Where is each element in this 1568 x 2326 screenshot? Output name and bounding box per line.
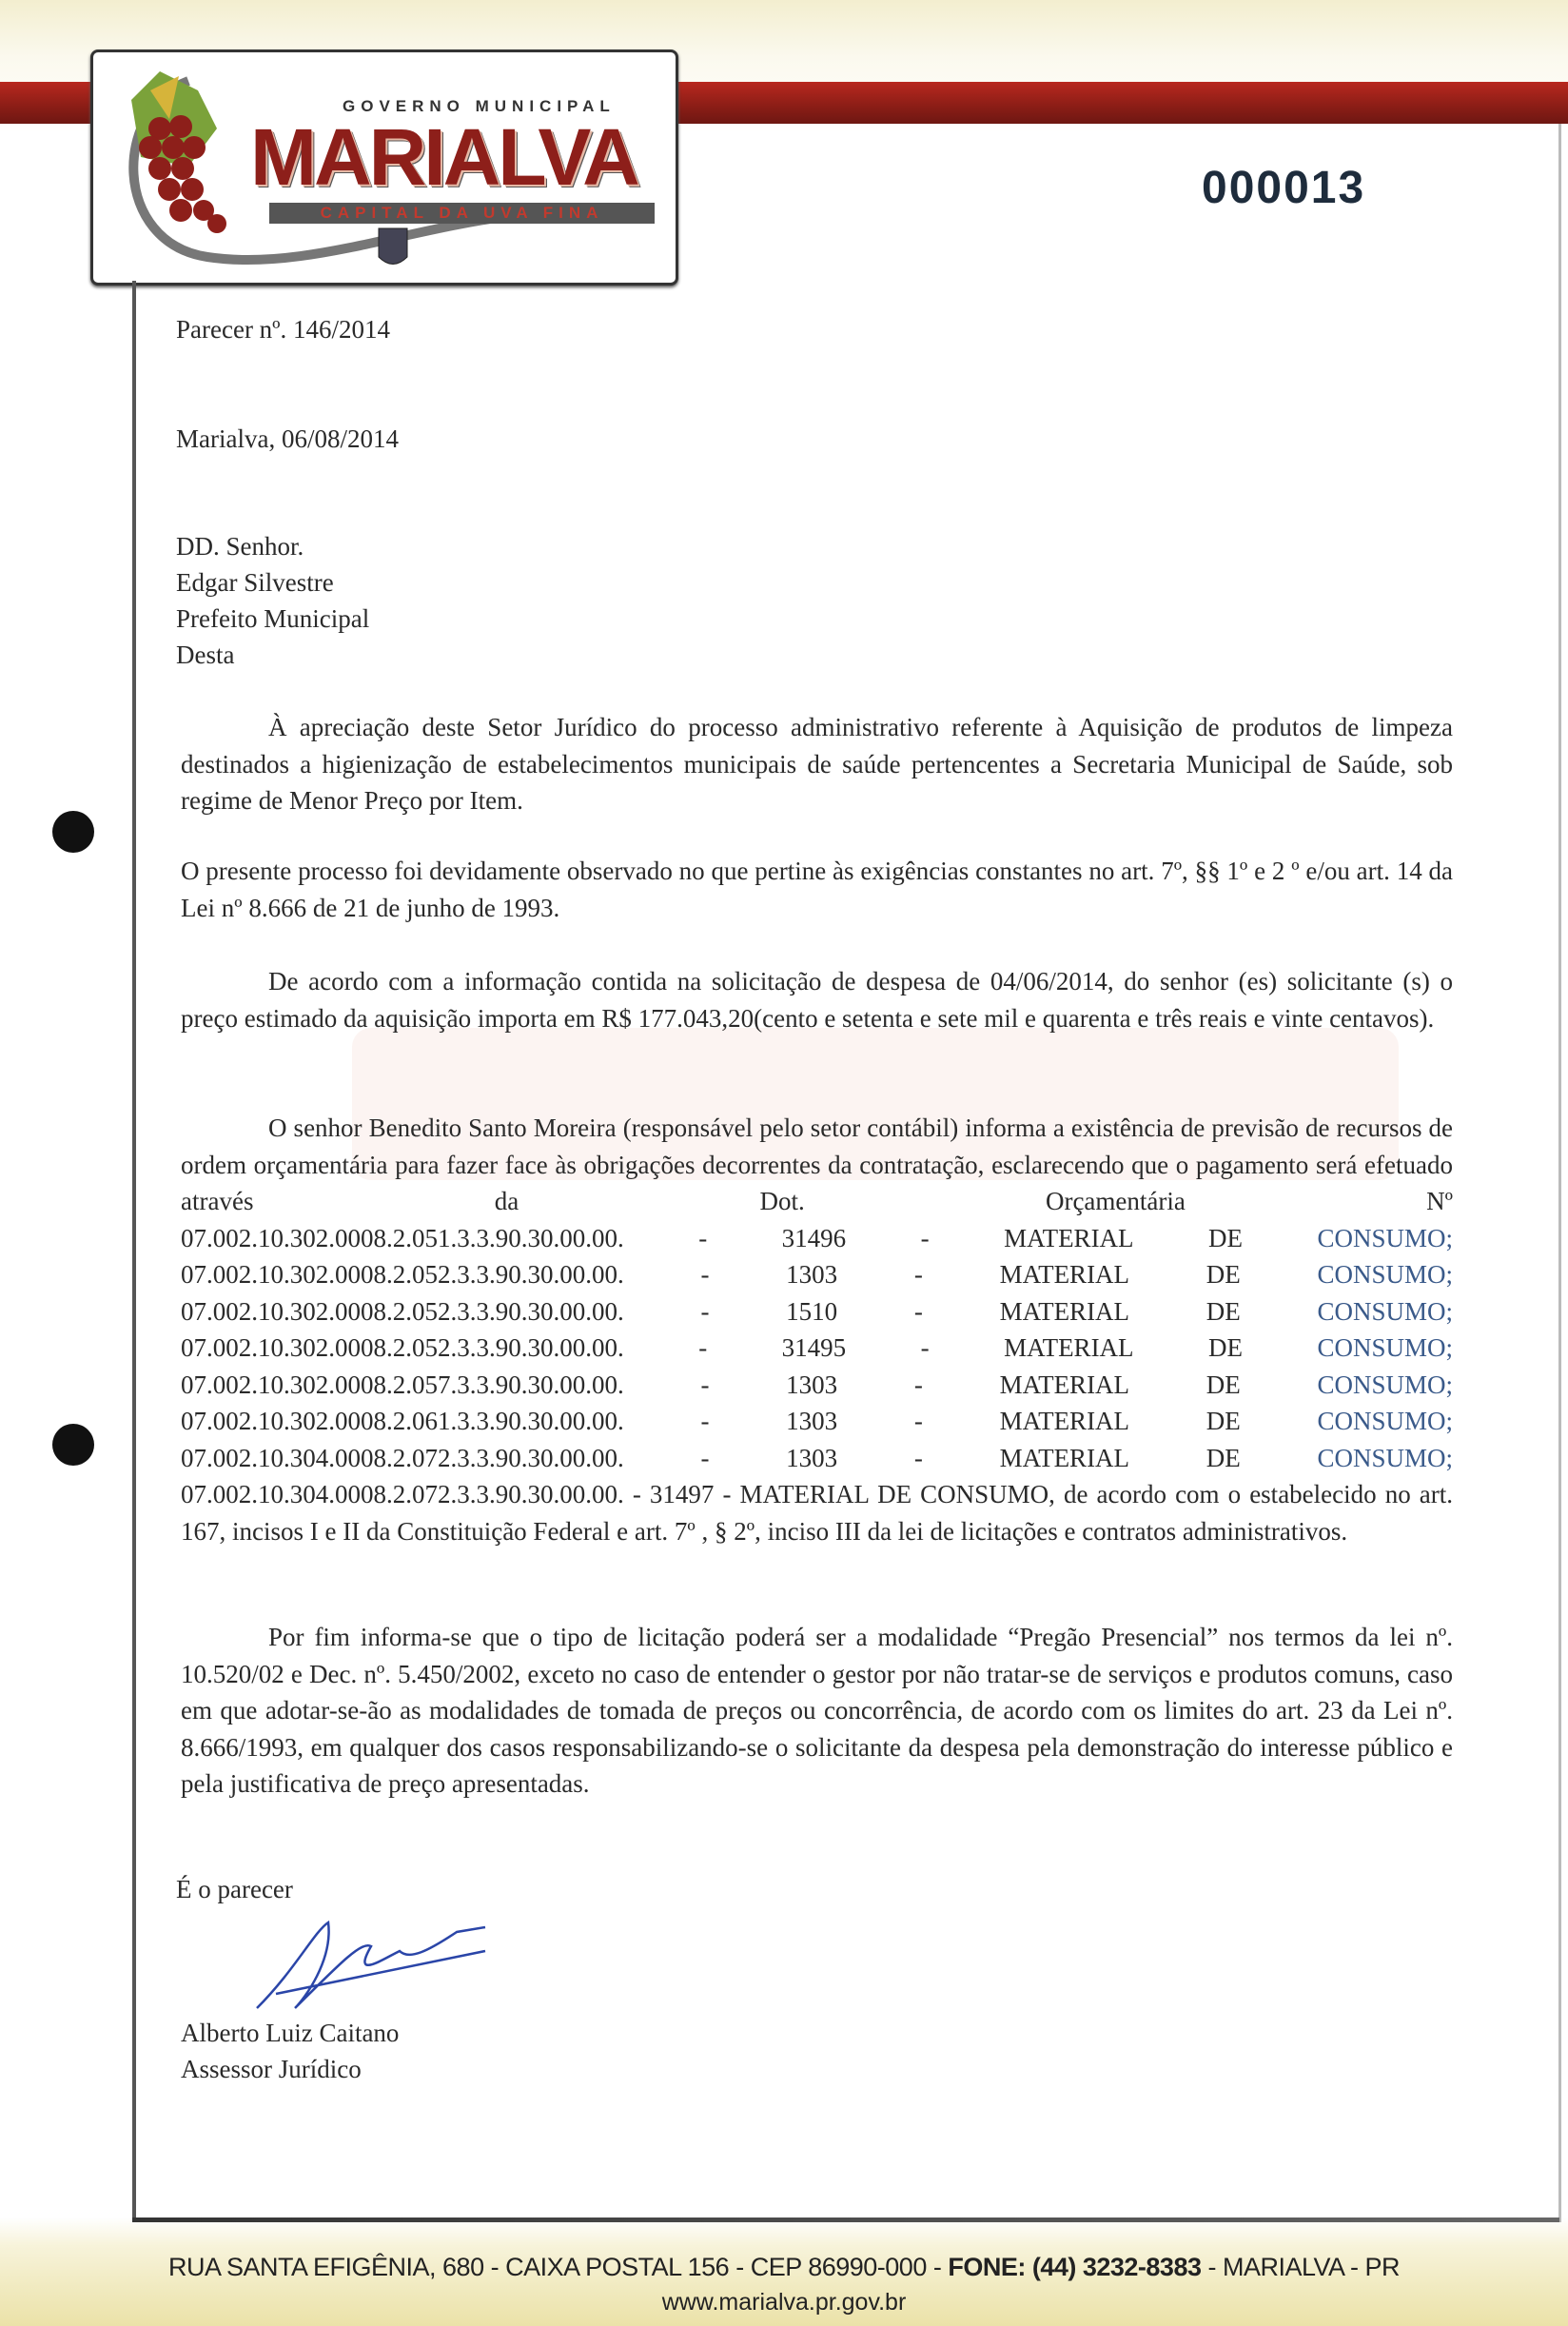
budget-allocation-row [181, 1256, 1453, 1293]
recipient-line: DD. Senhor. [176, 532, 304, 561]
punch-hole [52, 1424, 94, 1466]
allocation-num: 31496 [781, 1223, 847, 1252]
paragraph-modality: Por fim informa-se que o tipo de licitação poderá ser a modalidade “Pregão Presencial” nos termos da lei nº. 10.520/02 e Dec. nº. 5.450/2002, exceto no caso de entender o gestor por não tratar-se de serviços e produtos comuns, caso em que adotar-se-ão as modalidades de tomada de preços ou concorrência, de acordo com os limites do art. 23 da Lei nº. 8.666/1993, em qualquer dos casos responsabilizando-se o solicitante da despesa pela demonstração do interesse público e pela justificativa de preço apresentadas. [181, 1623, 1453, 1798]
recipient-line: Desta [176, 641, 235, 669]
allocation-code: 07.002.10.304.0008.2.072.3.3.90.30.00.00. [181, 1443, 624, 1472]
paragraph-legal-basis: O presente processo foi devidamente observado no que pertine às exigências constantes no art. 7º, §§ 1º e 2 º e/ou art. 14 da Lei nº 8.666 de 21 de junho de 1993. [181, 857, 1453, 922]
allocation-code: 07.002.10.302.0008.2.051.3.3.90.30.00.00. [181, 1223, 624, 1252]
signature [238, 1903, 504, 2018]
paragraph-object: À apreciação deste Setor Jurídico do processo administrativo referente à Aquisição de produtos de limpeza destinados a higienização de estabelecimentos municipais de saúde pertencentes a Secretaria Municipal de Saúde, sob regime de Menor Preço por Item. [181, 713, 1453, 815]
allocation-w3: CONSUMO; [1317, 1333, 1453, 1362]
budget-allocation-row [181, 1220, 1453, 1257]
signer-title: Assessor Jurídico [181, 2055, 362, 2083]
allocation-sep2: - [913, 1370, 923, 1399]
logo-government: GOVERNO MUNICIPAL [343, 97, 616, 115]
allocation-code: 07.002.10.302.0008.2.052.3.3.90.30.00.00. [181, 1296, 624, 1326]
footer-address: RUA SANTA EFIGÊNIA, 680 - CAIXA POSTAL 156 - CEP 86990-000 - FONE: (44) 3232-8383 - MARIALVA - PR [167, 2253, 1401, 2281]
allocation-w1: MATERIAL [999, 1260, 1130, 1289]
allocation-w2: DE [1205, 1260, 1241, 1289]
allocation-sep1: - [700, 1443, 710, 1472]
allocation-w1: MATERIAL [999, 1407, 1130, 1435]
allocation-w3: CONSUMO; [1317, 1223, 1453, 1252]
bottom-border [132, 2218, 1559, 2222]
allocation-w1: MATERIAL [999, 1443, 1130, 1472]
left-border [132, 281, 136, 2222]
allocation-w2: DE [1205, 1296, 1241, 1326]
allocation-w1: MATERIAL [999, 1370, 1130, 1399]
signer-name: Alberto Luiz Caitano [181, 2019, 400, 2047]
allocation-w3: CONSUMO; [1317, 1407, 1453, 1435]
budget-allocation-list [181, 1220, 1453, 1477]
municipal-logo [90, 49, 678, 286]
budget-allocation-row [181, 1403, 1453, 1440]
allocation-num: 1303 [786, 1370, 838, 1399]
allocation-sep1: - [698, 1223, 708, 1252]
budget-allocation-row [181, 1293, 1453, 1331]
footer-website: www.marialva.pr.gov.br [661, 2289, 907, 2316]
punch-hole [52, 811, 94, 853]
allocation-num: 1510 [786, 1296, 838, 1326]
budget-allocation-row [181, 1440, 1453, 1477]
paragraph-estimated-price: De acordo com a informação contida na solicitação de despesa de 04/06/2014, do senhor (es) solicitante (s) o preço estimado da aquisição importa em R$ 177.043,20(cento e setenta e sete mil e quarenta e três reais e vinte centavos). [181, 967, 1453, 1033]
budget-allocation-row [181, 1367, 1453, 1404]
allocation-w3: CONSUMO; [1317, 1296, 1453, 1326]
allocation-code: 07.002.10.302.0008.2.052.3.3.90.30.00.00. [181, 1333, 624, 1362]
allocation-w2: DE [1208, 1223, 1244, 1252]
allocation-sep1: - [700, 1260, 710, 1289]
right-border [1558, 124, 1561, 2222]
allocation-w3: CONSUMO; [1317, 1260, 1453, 1289]
allocation-sep1: - [700, 1407, 710, 1435]
allocation-sep1: - [700, 1296, 710, 1326]
allocation-sep2: - [920, 1333, 930, 1362]
logo-name: MARIALVA [250, 112, 637, 202]
budget-allocation-row [181, 1330, 1453, 1367]
budget-conclusion: 07.002.10.304.0008.2.072.3.3.90.30.00.00. - 31497 - MATERIAL DE CONSUMO, de acordo com o estabelecido no art. 167, incisos I e II da Constituição Federal e art. 7º , § 2º, inciso III da lei de licitações e contratos administrativos. [181, 1480, 1453, 1546]
allocation-w1: MATERIAL [1004, 1223, 1134, 1252]
allocation-w1: MATERIAL [1004, 1333, 1134, 1362]
allocation-w2: DE [1205, 1443, 1241, 1472]
logo-slogan: CAPITAL DA UVA FINA [269, 203, 655, 224]
allocation-code: 07.002.10.302.0008.2.057.3.3.90.30.00.00. [181, 1370, 624, 1399]
allocation-w2: DE [1205, 1407, 1241, 1435]
allocation-w1: MATERIAL [999, 1296, 1130, 1326]
allocation-sep2: - [913, 1260, 923, 1289]
allocation-sep2: - [913, 1443, 923, 1472]
allocation-sep1: - [700, 1370, 710, 1399]
allocation-num: 1303 [786, 1260, 838, 1289]
document-number: 000013 [1202, 163, 1366, 213]
allocation-num: 31495 [781, 1333, 847, 1362]
allocation-w2: DE [1205, 1370, 1241, 1399]
recipient-line: Edgar Silvestre [176, 568, 334, 597]
closing: É o parecer [176, 1875, 293, 1903]
allocation-num: 1303 [786, 1443, 838, 1472]
paragraph-budget [181, 1110, 1453, 1549]
allocation-sep2: - [920, 1223, 930, 1252]
allocation-sep2: - [913, 1407, 923, 1435]
allocation-num: 1303 [786, 1407, 838, 1435]
allocation-sep2: - [913, 1296, 923, 1326]
allocation-w2: DE [1208, 1333, 1244, 1362]
allocation-code: 07.002.10.302.0008.2.052.3.3.90.30.00.00. [181, 1260, 624, 1289]
place-date: Marialva, 06/08/2014 [176, 424, 399, 453]
recipient-line: Prefeito Municipal [176, 604, 370, 633]
parecer-number: Parecer nº. 146/2014 [176, 315, 391, 344]
allocation-w3: CONSUMO; [1317, 1370, 1453, 1399]
allocation-code: 07.002.10.302.0008.2.061.3.3.90.30.00.00. [181, 1407, 624, 1435]
allocation-w3: CONSUMO; [1317, 1443, 1453, 1472]
allocation-sep1: - [698, 1333, 708, 1362]
budget-intro: O senhor Benedito Santo Moreira (responsável pelo setor contábil) informa a existência de previsão de recursos de ordem orçamentária para fazer face às obrigações decorrentes da contratação, esclarecendo que o pagamento será efetuado através da Dot. Orçamentária Nº [181, 1114, 1453, 1215]
